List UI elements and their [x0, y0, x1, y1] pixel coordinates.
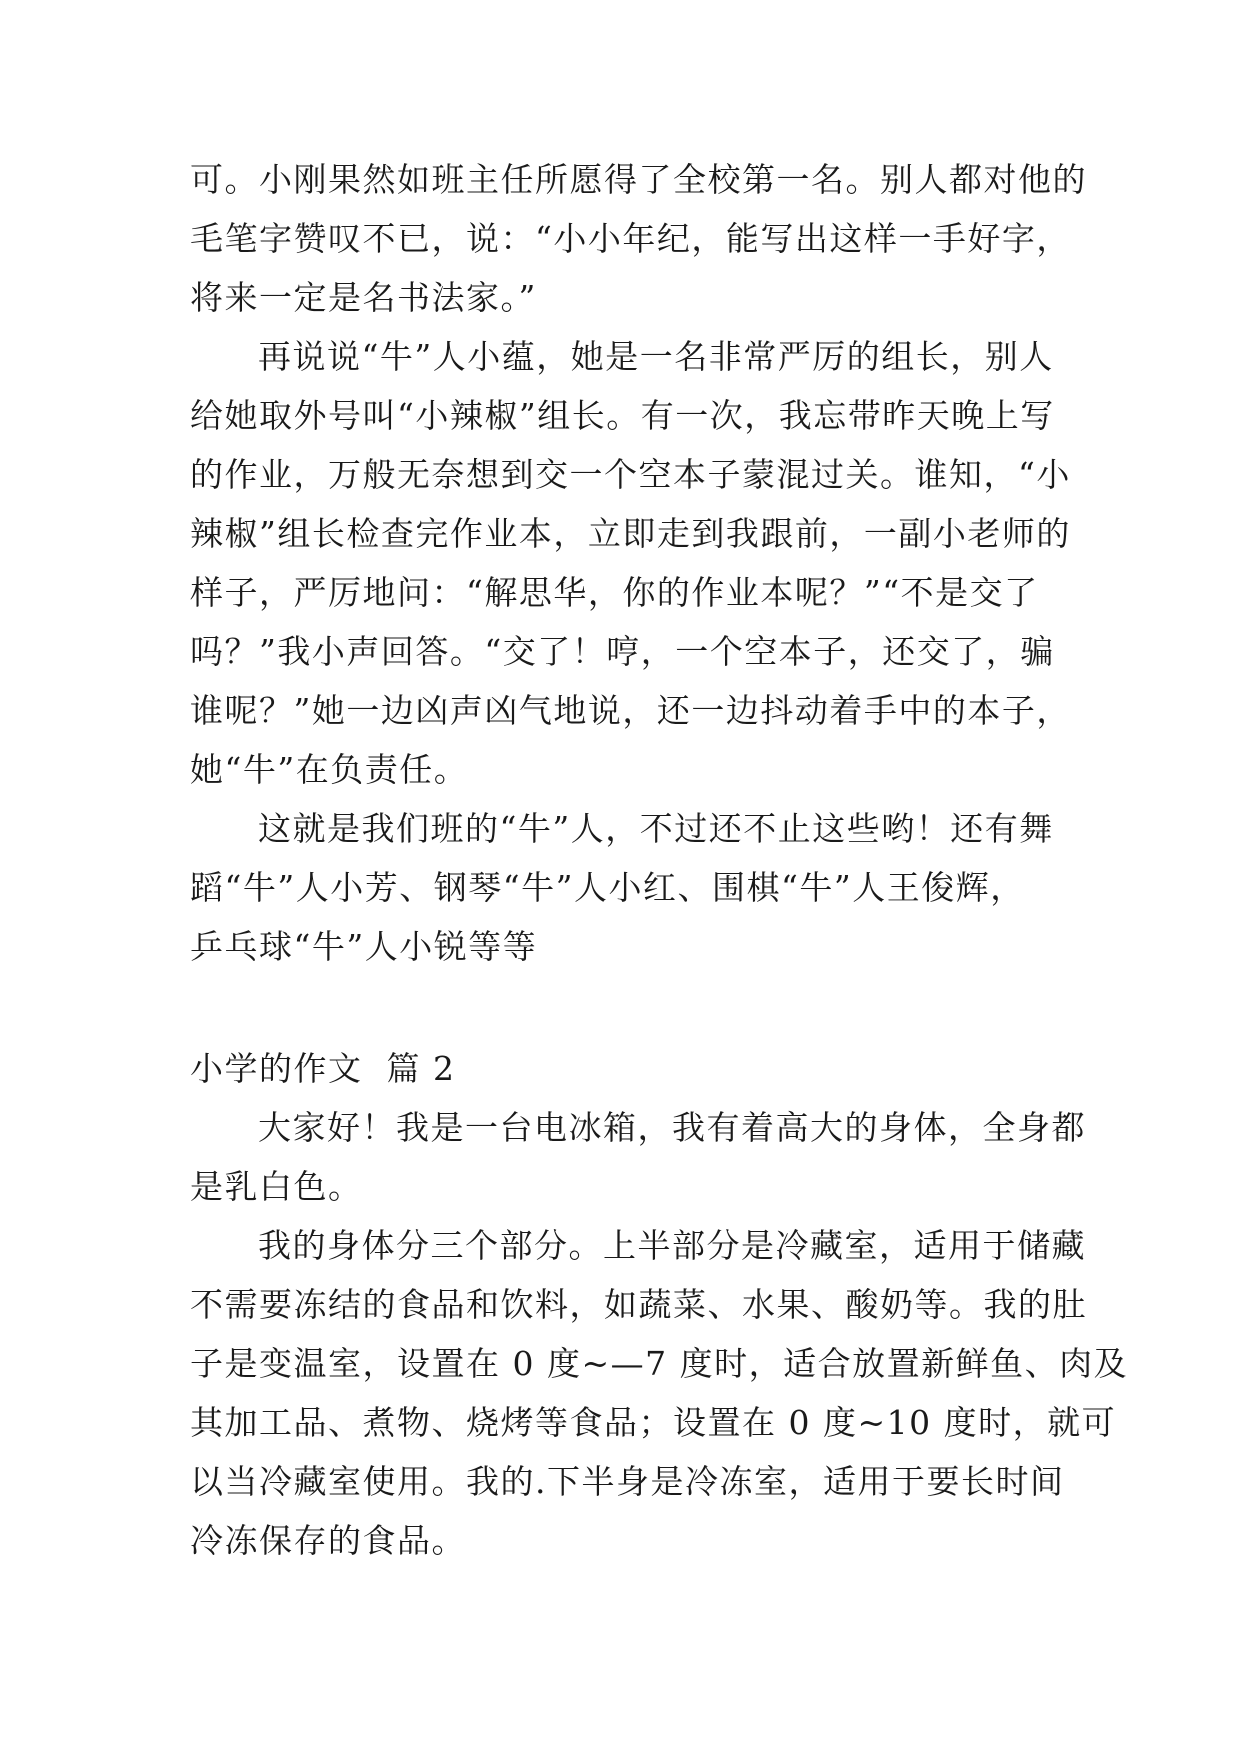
text-line: 的作业，万般无奈想到交一个空本子蒙混过关。谁知，“小 [190, 455, 1071, 494]
text-line: 其加工品、煮物、烧烤等食品；设置在 0 度~10 度时，就可 [190, 1403, 1117, 1442]
paragraph-continuation [190, 150, 1087, 327]
text-line: 冷冻保存的食品。 [190, 1521, 466, 1560]
text-line: 以当冷藏室使用。我的.下半身是冷冻室，适用于要长时间 [190, 1462, 1065, 1501]
text-line: 将来一定是名书法家。” [190, 278, 537, 317]
text-line: 辣椒”组长检查完作业本，立即走到我跟前，一副小老师的 [190, 514, 1071, 553]
document-body [190, 150, 1129, 1570]
paragraph-xiaoyun [190, 327, 1071, 799]
text-line: 给她取外号叫“小辣椒”组长。有一次，我忘带昨天晚上写 [190, 396, 1055, 435]
text-line: 子是变温室，设置在 0 度~—7 度时，适合放置新鲜鱼、肉及 [190, 1344, 1129, 1383]
text-line: 吗？”我小声回答。“交了！哼，一个空本子，还交了，骗 [190, 632, 1055, 671]
text-line: 是乳白色。 [190, 1167, 363, 1206]
paragraph-fridge-parts [190, 1216, 1129, 1570]
text-line: 我的身体分三个部分。上半部分是冷藏室，适用于储藏 [258, 1226, 1086, 1265]
paragraph-summary [190, 799, 1060, 976]
section-heading [190, 1039, 1060, 1098]
text-line: 毛笔字赞叹不已，说：“小小年纪，能写出这样一手好字， [190, 219, 1071, 258]
text-line: 再说说“牛”人小蕴，她是一名非常严厉的组长，别人 [258, 337, 1054, 376]
section-title: 小学的作文 篇 2 [190, 1049, 456, 1088]
text-line: 这就是我们班的“牛”人，不过还不止这些哟！还有舞 [258, 809, 1054, 848]
text-line: 可。小刚果然如班主任所愿得了全校第一名。别人都对他的 [190, 160, 1087, 199]
paragraph-intro [190, 1098, 1086, 1216]
text-line: 样子，严厉地问：“解思华，你的作业本呢？”“不是交了 [190, 573, 1039, 612]
text-line: 谁呢？”她一边凶声凶气地说，还一边抖动着手中的本子， [190, 691, 1071, 730]
text-line: 她“牛”在负责任。 [190, 750, 469, 789]
text-line: 大家好！我是一台电冰箱，我有着高大的身体，全身都 [258, 1108, 1086, 1147]
text-line: 不需要冻结的食品和饮料，如蔬菜、水果、酸奶等。我的肚 [190, 1285, 1087, 1324]
text-line: 乒乓球“牛”人小锐等等 [190, 927, 538, 966]
text-line: 蹈“牛”人小芳、钢琴“牛”人小红、围棋“牛”人王俊辉， [190, 868, 1025, 907]
